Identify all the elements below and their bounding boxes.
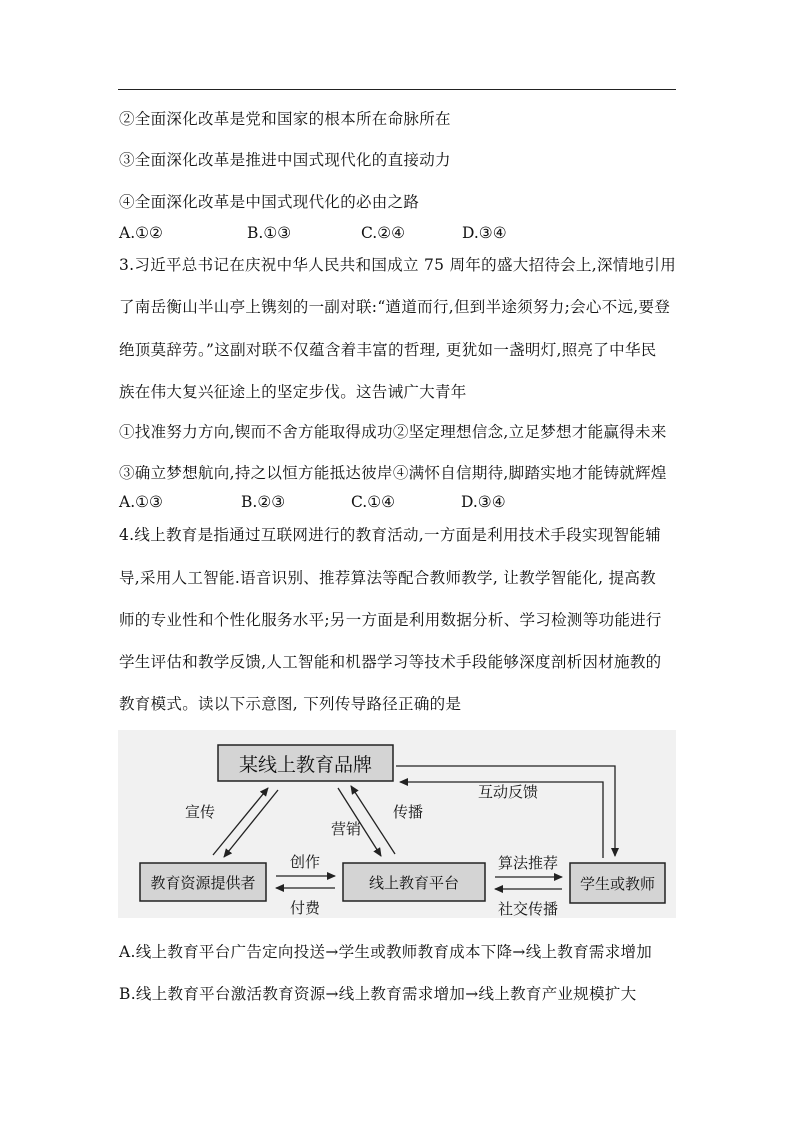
header-rule (118, 89, 676, 90)
provider-label: 教育资源提供者 (150, 874, 256, 892)
q4-option-b: B.线上教育平台激活教育资源→线上教育需求增加→线上教育产业规模扩大 (119, 985, 637, 1003)
label-feedback: 互动反馈 (477, 783, 539, 801)
label-spread: 传播 (392, 803, 424, 821)
platform-label: 线上教育平台 (368, 874, 460, 892)
label-social: 社交传播 (497, 900, 559, 918)
label-pay: 付费 (289, 899, 321, 917)
q2-option-d: D.③④ (462, 224, 507, 242)
brand-label: 某线上教育品牌 (238, 754, 373, 776)
label-marketing: 营销 (330, 820, 362, 838)
q3-statements-3-4: ③确立梦想航向,持之以恒方能抵达彼岸④满怀自信期待,脚踏实地才能铸就辉煌 (119, 464, 667, 482)
q3-option-b: B.②③ (241, 493, 286, 511)
q3-stem-line-4: 族在伟大复兴征途上的坚定步伐。这告诫广大青年 (119, 383, 467, 401)
q2-option-b: B.①③ (247, 224, 292, 242)
label-promote: 宣传 (184, 803, 216, 821)
q4-stem-line-4: 学生评估和教学反馈,人工智能和机器学习等技术手段能够深度剖析因材施教的 (119, 653, 662, 671)
q4-stem-line-2: 导,采用人工智能.语音识别、推荐算法等配合教师教学, 让教学智能化, 提高教 (119, 569, 656, 587)
q3-option-a: A.①③ (119, 493, 163, 511)
q2-statement-3: ③全面深化改革是推进中国式现代化的直接动力 (119, 151, 451, 169)
q2-statement-2: ②全面深化改革是党和国家的根本所在命脉所在 (119, 110, 451, 128)
q3-statements-1-2: ①找准努力方向,锲而不舍方能取得成功②坚定理想信念,立足梦想才能赢得未来 (119, 423, 667, 441)
q3-stem-line-3: 绝顶莫辞劳。”这副对联不仅蕴含着丰富的哲理, 更犹如一盏明灯,照亮了中华民 (119, 341, 657, 359)
education-flow-diagram (118, 730, 676, 918)
q3-stem-line-2: 了南岳衡山半山亭上镌刻的一副对联:“遒道而行,但到半途须努力;会心不远,要登 (119, 298, 671, 316)
label-create: 创作 (289, 853, 321, 871)
arrow-brand-to-provider (224, 790, 278, 857)
q3-option-c: C.①④ (351, 493, 396, 511)
label-algorithm: 算法推荐 (497, 854, 559, 872)
arrow-provider-to-brand (213, 788, 268, 855)
q3-option-d: D.③④ (461, 493, 506, 511)
arrow-brand-to-users (396, 766, 615, 856)
q4-stem-line-1: 4.线上教育是指通过互联网进行的教育活动,一方面是利用技术手段实现智能辅 (119, 526, 662, 544)
q2-option-a: A.①② (119, 224, 163, 242)
q4-option-a: A.线上教育平台广告定向投送→学生或教师教育成本下降→线上教育需求增加 (119, 943, 653, 961)
q2-option-c: C.②④ (361, 224, 406, 242)
q2-statement-4: ④全面深化改革是中国式现代化的必由之路 (119, 193, 420, 211)
q4-stem-line-5: 教育模式。读以下示意图, 下列传导路径正确的是 (119, 695, 462, 713)
users-label: 学生或教师 (579, 875, 656, 893)
q4-stem-line-3: 师的专业性和个性化服务水平;另一方面是利用数据分析、学习检测等功能进行 (119, 611, 662, 629)
q3-stem-line-1: 3.习近平总书记在庆祝中华人民共和国成立 75 周年的盛大招待会上,深情地引用 (119, 256, 676, 274)
